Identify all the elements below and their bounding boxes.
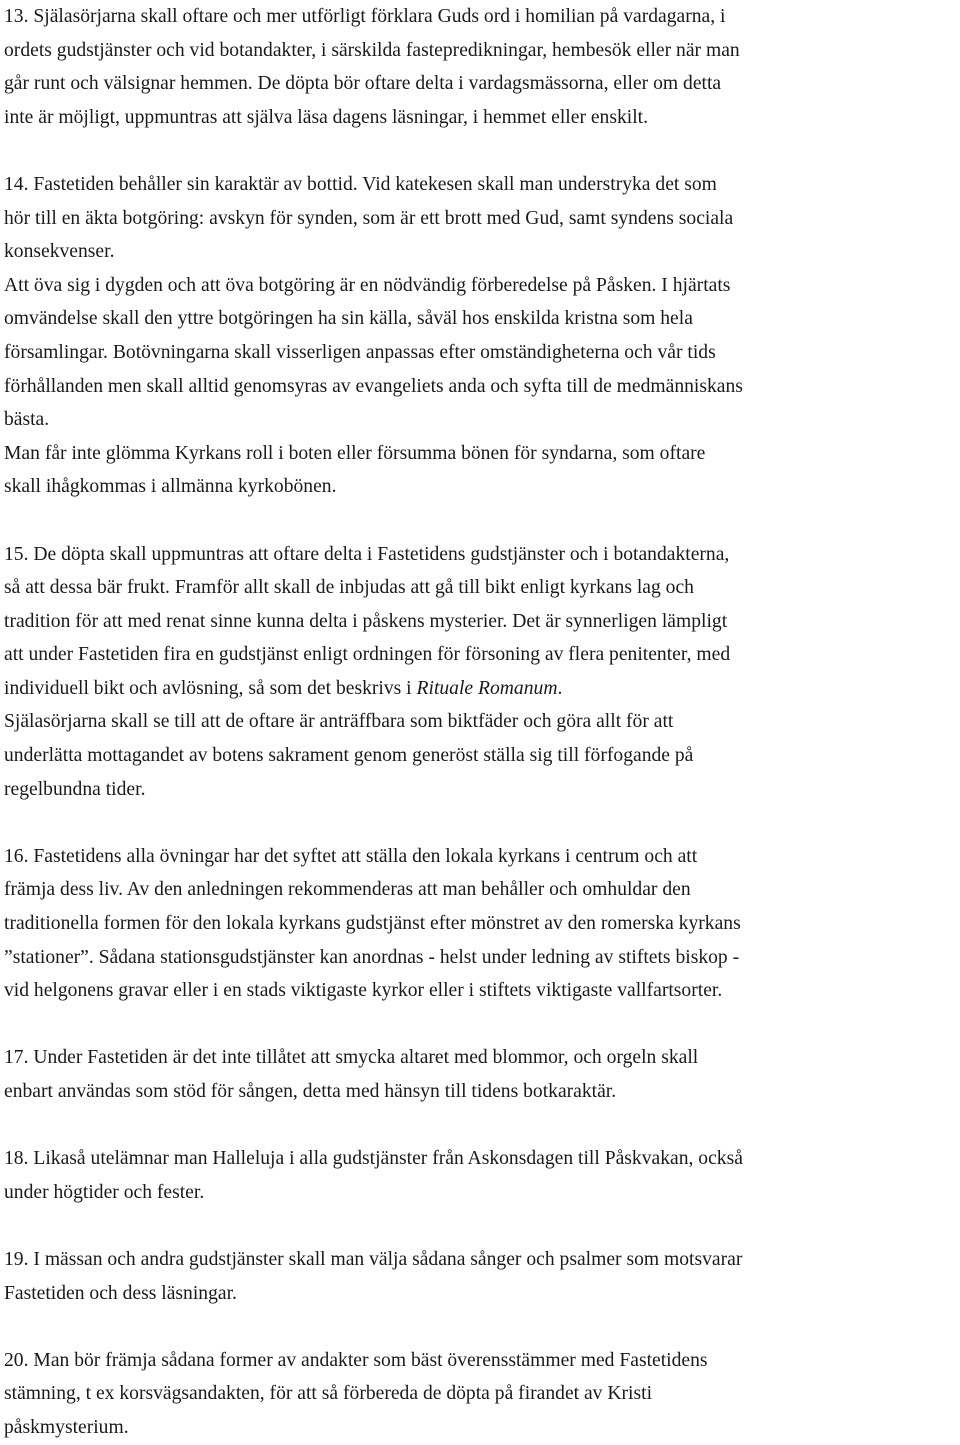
text-line: enbart användas som stöd för sången, detta med hänsyn till tidens botkaraktär. [4, 1081, 617, 1102]
paragraph-spacer [4, 1209, 960, 1243]
text-line: 14. Fastetiden behåller sin karaktär av bottid. Vid katekesen skall man understryka det som [4, 173, 717, 195]
text-line-with-citation [4, 672, 960, 706]
text-line: att under Fastetiden fira en gudstjänst enligt ordningen för försoning av flera penitenter, med [4, 644, 731, 666]
text-line: ordets gudstjänster och vid botandakter, i särskilda fastepredikningar, hembesök eller när man [4, 39, 740, 61]
paragraph-spacer [4, 504, 960, 538]
text-line: tradition för att med renat sinne kunna delta i påskens mysterier. Det är synnerligen lämpligt [4, 610, 728, 632]
paragraph-20 [4, 1344, 960, 1445]
text-segment: individuell bikt och avlösning, så som det beskrivs i [4, 677, 417, 699]
paragraph-spacer [4, 1310, 960, 1344]
text-line: ”stationer”. Sådana stationsgudstjänster kan anordnas - helst under ledning av stiftets biskop - [4, 946, 740, 968]
text-line: inte är möjligt, uppmuntras att själva läsa dagens läsningar, i hemmet eller enskilt. [4, 106, 649, 128]
text-line: 15. De döpta skall uppmuntras att oftare delta i Fastetidens gudstjänster och i botandakterna, [4, 543, 730, 565]
text-line: 13. Själasörjarna skall oftare och mer utförligt förklara Guds ord i homilian på vardagarna, i [4, 6, 726, 27]
text-line: församlingar. Botövningarna skall visserligen anpassas efter omständigheterna och vår tids [4, 341, 716, 363]
paragraph-spacer [4, 806, 960, 840]
text-line: traditionella formen för den lokala kyrkans gudstjänst efter mönstret av den romerska kyrkans [4, 913, 741, 935]
paragraph-spacer [4, 134, 960, 168]
text-segment: . [557, 677, 563, 699]
text-line: hör till en äkta botgöring: avskyn för synden, som är ett brott med Gud, samt syndens sociala [4, 207, 734, 229]
paragraph-18 [4, 1142, 960, 1209]
text-line: omvändelse skall den yttre botgöringen ha sin källa, såväl hos enskilda kristna som hela [4, 308, 693, 330]
text-line: Själasörjarna skall se till att de oftare är anträffbara som biktfäder och göra allt för att [4, 711, 674, 733]
text-line: 17. Under Fastetiden är det inte tillåtet att smycka altaret med blommor, och orgeln skall [4, 1047, 699, 1069]
paragraph-15 [4, 538, 960, 807]
text-line: Man får inte glömma Kyrkans roll i boten eller försumma bönen för syndarna, som oftare [4, 442, 706, 464]
text-line: Fastetiden och dess läsningar. [4, 1282, 237, 1304]
paragraph-13 [4, 0, 960, 134]
text-line: så att dessa bär frukt. Framför allt skall de inbjudas att gå till bikt enligt kyrkans lag och [4, 577, 694, 599]
text-line: 19. I mässan och andra gudstjänster skall man välja sådana sånger och psalmer som motsvarar [4, 1248, 743, 1270]
text-line: påskmysterium. [4, 1416, 129, 1438]
text-line: under högtider och fester. [4, 1181, 205, 1203]
book-title-citation: Rituale Romanum [416, 677, 558, 699]
text-line: Att öva sig i dygden och att öva botgöring är en nödvändig förberedelse på Påsken. I hjärtats [4, 274, 731, 296]
paragraph-spacer [4, 1109, 960, 1143]
text-line: regelbundna tider. [4, 778, 146, 800]
paragraph-16 [4, 840, 960, 1008]
paragraph-spacer [4, 1008, 960, 1042]
text-line: 20. Man bör främja sådana former av andakter som bäst överensstämmer med Fastetidens [4, 1349, 708, 1371]
text-line: bästa. [4, 409, 50, 431]
text-line: främja dess liv. Av den anledningen rekommenderas att man behåller och omhuldar den [4, 879, 691, 901]
text-line: stämning, t ex korsvägsandakten, för att så förbereda de döpta på firandet av Kristi [4, 1383, 653, 1405]
text-line: 16. Fastetidens alla övningar har det syftet att ställa den lokala kyrkans i centrum och att [4, 845, 698, 867]
text-line: vid helgonens gravar eller i en stads viktigaste kyrkor eller i stiftets viktigaste vallfartsorter. [4, 980, 723, 1002]
text-line: går runt och välsignar hemmen. De döpta bör oftare delta i vardagsmässorna, eller om detta [4, 73, 722, 95]
text-line: underlätta mottagandet av botens sakrament genom generöst ställa sig till förfogande på [4, 745, 694, 767]
paragraph-19 [4, 1243, 960, 1310]
paragraph-14 [4, 168, 960, 504]
document-page [4, 0, 960, 1445]
text-line: skall ihågkommas i allmänna kyrkobönen. [4, 476, 337, 498]
text-line: konsekvenser. [4, 241, 115, 263]
text-line: 18. Likaså utelämnar man Halleluja i alla gudstjänster från Askonsdagen till Påskvakan, också [4, 1148, 743, 1170]
paragraph-17 [4, 1041, 960, 1108]
text-line: förhållanden men skall alltid genomsyras av evangeliets anda och syfta till de medmänniskans [4, 375, 743, 397]
